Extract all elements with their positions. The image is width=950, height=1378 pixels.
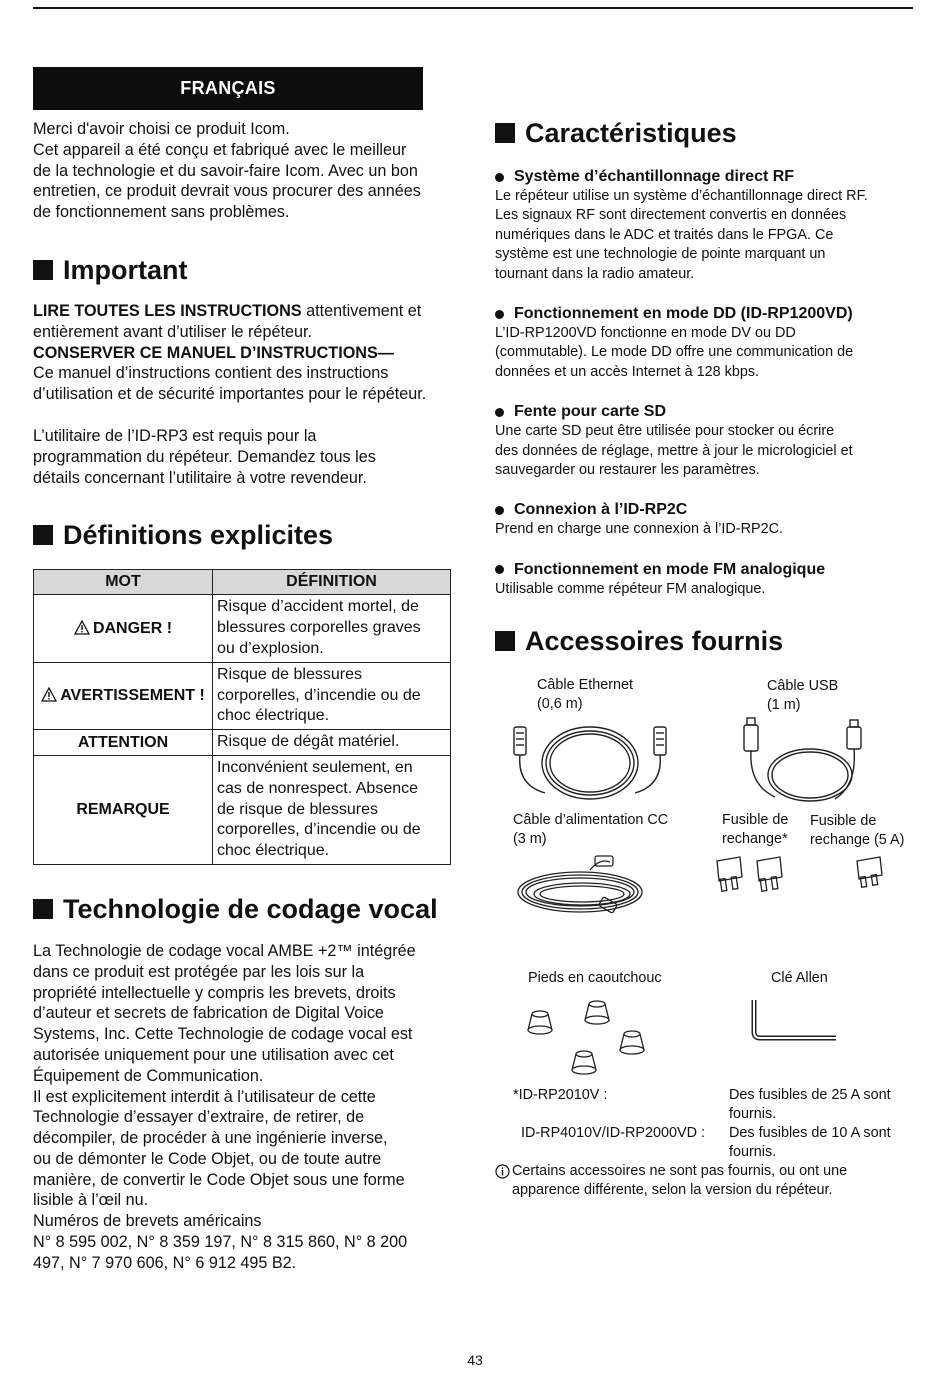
model-name: *ID-RP2010V : [513, 1087, 608, 1103]
feature-line: tournant dans la radio amateur. [495, 265, 695, 282]
feature-line: Le répéteur utilise un système d’échantillonnage direct RF. [495, 188, 868, 204]
vocal-line: 497, N° 7 970 606, N° 6 912 495 B2. [33, 1253, 297, 1272]
heading-square-icon [495, 631, 515, 651]
accessory-name: rechange* [722, 831, 788, 847]
definition-line: Inconvénient seulement, en [217, 758, 413, 776]
warning-icon [74, 620, 90, 635]
important-line [33, 301, 453, 322]
model-name: ID-RP4010V/ID-RP2000VD : [521, 1125, 705, 1141]
vocal-line: Il est explicitement interdit à l’utilisateur de cette [33, 1087, 376, 1106]
vocal-line: La Technologie de codage vocal AMBE +2™ intégrée [33, 941, 416, 960]
accessory-name: Câble Ethernet [537, 677, 633, 693]
bullet-dot-icon [495, 310, 504, 319]
accessory-name: Pieds en caoutchouc [528, 970, 662, 986]
fuse-note-text [729, 1086, 891, 1124]
feature-title [495, 500, 915, 520]
top-rule [33, 7, 913, 9]
ethernet-cable-icon [505, 715, 675, 805]
definition-line: corporelles, d’incendie ou de [217, 821, 421, 839]
definition-cell [213, 730, 451, 756]
heading-square-icon [33, 260, 53, 280]
feature-title-text: Fonctionnement en mode DD (ID-RP1200VD) [514, 305, 853, 323]
definition-line: blessures corporelles graves [217, 619, 421, 637]
feature-line: données et un accès Internet à 128 kbps. [495, 363, 760, 380]
feature-item [495, 500, 915, 539]
vocal-line: lisible à l’œil nu. [33, 1191, 149, 1210]
ethernet-cable-label [537, 676, 633, 714]
feature-line: L’ID-RP1200VD fonctionne en mode DV ou DD [495, 325, 796, 342]
note-line: Des fusibles de 10 A sont [729, 1125, 891, 1141]
word-cell [34, 730, 213, 756]
accessory-name: Fusible de [722, 812, 789, 828]
utility-line: programmation du répéteur. Demandez tous les [33, 447, 376, 466]
feature-line: Utilisable comme répéteur FM analogique. [495, 580, 766, 597]
important-title: Important [63, 254, 188, 285]
feature-title-text: Fente pour carte SD [514, 403, 667, 421]
fuse-note-row [513, 1086, 913, 1124]
feature-description [495, 187, 915, 284]
definition-line: choc électrique. [217, 842, 330, 860]
definition-line: Risque de blessures [217, 665, 362, 683]
allen-key-label [771, 969, 828, 988]
definition-cell [213, 755, 451, 864]
feature-title [495, 560, 915, 580]
feature-item [495, 304, 915, 382]
vocal-paragraph [33, 941, 453, 1274]
info-note-line: Certains accessoires ne sont pas fournis, ou ont une [512, 1163, 848, 1179]
column-header-definition: DÉFINITION [213, 570, 451, 595]
note-line: fournis. [729, 1144, 777, 1160]
feature-item [495, 560, 915, 599]
info-note [495, 1162, 915, 1201]
definition-line: choc électrique. [217, 707, 330, 725]
note-line: fournis. [729, 1106, 777, 1122]
bullet-dot-icon [495, 506, 504, 515]
feature-description [495, 422, 915, 480]
vocal-line: Équipement de Communication. [33, 1066, 264, 1085]
column-header-word: MOT [34, 570, 213, 595]
language-tab [33, 67, 423, 110]
definitions-title: Définitions explicites [63, 520, 334, 551]
info-note-line: apparence différente, selon la version du répéteur. [512, 1182, 833, 1199]
accessory-name: rechange (5 A) [810, 832, 905, 848]
accessory-name: Fusible de [810, 813, 877, 829]
word-label: AVERTISSEMENT ! [60, 686, 205, 704]
fuse-notes [513, 1086, 913, 1162]
rubber-feet-icon [510, 1000, 670, 1082]
bullet-dot-icon [495, 173, 504, 182]
keep-manual-label: CONSERVER CE MANUEL D’INSTRUCTIONS— [33, 343, 394, 362]
vocal-line: Numéros de brevets américains [33, 1212, 262, 1231]
utility-line: détails concernant l’utilitaire à votre revendeur. [33, 468, 367, 487]
heading-square-icon [33, 899, 53, 919]
important-line: Ce manuel d’instructions contient des instructions [33, 364, 389, 383]
vocal-line: autorisée uniquement pour une utilisation avec cet [33, 1045, 394, 1064]
intro-line: Cet appareil a été conçu et fabriqué avec le meilleur [33, 140, 407, 159]
page-number: 43 [467, 1352, 483, 1368]
feature-item [495, 167, 915, 284]
vocal-heading [33, 891, 453, 927]
accessory-name: Câble d’alimentation CC [513, 812, 669, 828]
intro-line: entretien, ce produit devrait vous procurer des années [33, 182, 421, 201]
note-line: Des fusibles de 25 A sont [729, 1087, 891, 1103]
vocal-line: ou de démonter le Code Objet, ou de toute autre [33, 1149, 382, 1168]
important-heading [33, 252, 453, 288]
feature-title-text: Fonctionnement en mode FM analogique [514, 560, 826, 578]
accessory-length: (0,6 m) [537, 696, 583, 712]
feature-line: Prend en charge une connexion à l’ID-RP2C. [495, 521, 783, 538]
definition-line: ou d’explosion. [217, 639, 324, 657]
fuse-note-row [513, 1124, 913, 1162]
features-heading [495, 115, 915, 151]
word-cell [34, 755, 213, 864]
warning-icon [41, 687, 57, 702]
accessories-heading [495, 623, 915, 659]
rubber-feet-label [528, 969, 662, 988]
feature-title-text: Connexion à l’ID-RP2C [514, 501, 688, 519]
spare-fuse-5a-icon [852, 855, 892, 891]
definition-line: de risque de blessures [217, 800, 378, 818]
bullet-dot-icon [495, 408, 504, 417]
feature-title [495, 402, 915, 422]
table-row [34, 755, 451, 864]
heading-square-icon [495, 123, 515, 143]
vocal-line: décompiler, de procéder à une ingénierie inverse, [33, 1129, 388, 1148]
word-label: DANGER ! [92, 619, 173, 637]
vocal-line: d’auteur et secrets de fabrication de Digital Voice [33, 1004, 384, 1023]
important-text: attentivement et [301, 301, 422, 320]
dc-power-cable-icon [510, 850, 660, 930]
table-header-row [34, 570, 451, 595]
vocal-line: dans ce produit est protégée par les lois sur la [33, 962, 365, 981]
accessory-length: (1 m) [767, 697, 801, 713]
allen-key-icon [750, 998, 840, 1043]
feature-description [495, 324, 915, 382]
vocal-line: manière, de convertir le Code Objet sous une forme [33, 1170, 405, 1189]
definition-line: cas de nonrespect. Absence [217, 779, 419, 797]
info-note-text [512, 1162, 847, 1201]
feature-item [495, 402, 915, 480]
table-row [34, 595, 451, 662]
feature-line: Les signaux RF sont directement convertis en données [495, 207, 847, 224]
intro-line: Merci d'avoir choisi ce produit Icom. [33, 120, 290, 138]
feature-line: numériques dans le ADC et traités dans le FPGA. Ce [495, 226, 834, 243]
vocal-title: Technologie de codage vocal [63, 893, 438, 924]
definitions-table [33, 569, 451, 865]
spare-fuse-star-label [722, 811, 788, 849]
language-tab-label: FRANÇAIS [180, 78, 276, 98]
word-cell [34, 595, 213, 662]
feature-description [495, 520, 915, 539]
utility-line: L’utilitaire de l’ID-RP3 est requis pour la [33, 426, 317, 445]
important-paragraph [33, 301, 453, 405]
keep-manual-bold [33, 343, 453, 364]
bullet-dot-icon [495, 565, 504, 574]
accessory-length: (3 m) [513, 831, 547, 847]
accessory-name: Câble USB [767, 678, 839, 694]
feature-line: Une carte SD peut être utilisée pour stocker ou écrire [495, 423, 835, 440]
utility-paragraph [33, 426, 453, 488]
vocal-line: Technologie d’essayer d’extraire, de retirer, de [33, 1108, 365, 1127]
feature-line: système est une technologie de pointe marquant un [495, 246, 826, 263]
definition-line: Risque de dégât matériel. [217, 733, 400, 751]
left-column [33, 119, 453, 1274]
intro-paragraph [33, 119, 453, 223]
accessory-name: Clé Allen [771, 970, 828, 986]
word-label: ATTENTION [77, 733, 169, 751]
usb-cable-label [767, 677, 838, 715]
important-line: entièrement avant d’utiliser le répéteur. [33, 322, 312, 341]
definition-cell [213, 595, 451, 662]
vocal-line: propriété intellectuelle y compris les brevets, droits [33, 983, 396, 1002]
spare-fuse-5a-label [810, 812, 904, 850]
vocal-line: Systems, Inc. Cette Technologie de codage vocal est [33, 1025, 413, 1044]
info-icon [495, 1164, 510, 1179]
definition-line: corporelles, d’incendie ou de [217, 686, 421, 704]
vocal-line: N° 8 595 002, N° 8 359 197, N° 8 315 860, N° 8 200 [33, 1233, 408, 1252]
fuse-note-text [729, 1124, 891, 1162]
accessories-title: Accessoires fournis [525, 626, 784, 657]
definitions-heading [33, 517, 453, 553]
feature-line: sauvegarder ou restaurer les paramètres. [495, 462, 760, 479]
definition-line: Risque d’accident mortel, de [217, 598, 419, 616]
feature-title-text: Système d’échantillonnage direct RF [514, 168, 795, 185]
feature-description [495, 580, 915, 599]
definition-cell [213, 662, 451, 729]
feature-title [495, 304, 915, 324]
table-row [34, 730, 451, 756]
feature-title [495, 167, 915, 187]
important-line: d’utilisation et de sécurité importantes pour le répéteur. [33, 385, 427, 404]
spare-fuse-icon [712, 855, 792, 897]
table-row [34, 662, 451, 729]
feature-line: des données de réglage, mettre à jour le micrologiciel et [495, 442, 853, 459]
dc-cable-label [513, 811, 668, 849]
intro-line: de la technologie et du savoir-faire Icom. Avec un bon [33, 161, 418, 180]
right-column [495, 115, 915, 659]
usb-cable-icon [735, 715, 875, 810]
heading-square-icon [33, 525, 53, 545]
feature-line: (commutable). Le mode DD offre une communication de [495, 344, 854, 361]
intro-line: de fonctionnement sans problèmes. [33, 203, 290, 222]
read-instructions-bold: LIRE TOUTES LES INSTRUCTIONS [33, 301, 302, 320]
word-label: REMARQUE [76, 800, 170, 818]
features-title: Caractéristiques [525, 118, 737, 148]
word-cell [34, 662, 213, 729]
